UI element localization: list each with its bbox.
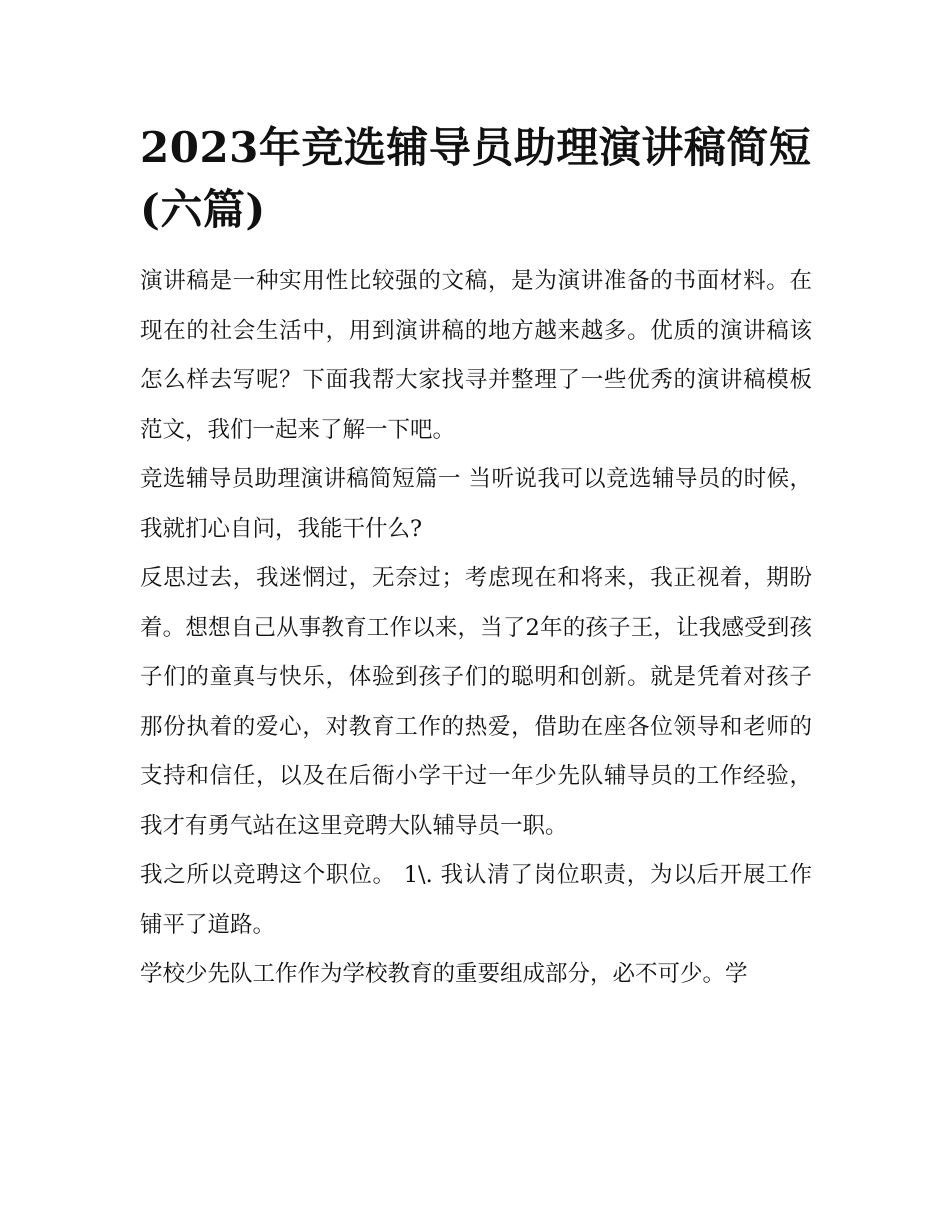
- document-title: 2023年竞选辅导员助理演讲稿简短(六篇): [140, 123, 812, 234]
- paragraph-reflection: 反思过去，我迷惘过，无奈过；考虑现在和将来，我正视着，期盼着。想想自己从事教育工作以来，当了2年的孩子王，让我感受到孩子们的童真与快乐，体验到孩子们的聪明和创新。就是凭着对孩子那份执着的爱心，对教育工作的热爱，借助在座各位领导和老师的支持和信任，以及在后衙小学干过一年少先队辅导员的工作经验，我才有勇气站在这里竞聘大队辅导员一职。: [140, 565, 812, 839]
- paragraph-reason-one: 我之所以竞聘这个职位。 1\. 我认清了岗位职责，为以后开展工作铺平了道路。: [140, 862, 812, 938]
- paragraph-intro: 演讲稿是一种实用性比较强的文稿，是为演讲准备的书面材料。在现在的社会生活中，用到演讲稿的地方越来越多。优质的演讲稿该怎么样去写呢？下面我帮大家找寻并整理了一些优秀的演讲稿模板范文，我们一起来了解一下吧。: [140, 268, 812, 443]
- paragraph-section-one-opening: 竞选辅导员助理演讲稿简短篇一 当听说我可以竞选辅导员的时候，我就扪心自问，我能干什么?: [140, 466, 812, 542]
- document-body: [140, 117, 812, 1000]
- paragraph-school-work: 学校少先队工作作为学校教育的重要组成部分，必不可少。学: [140, 961, 748, 987]
